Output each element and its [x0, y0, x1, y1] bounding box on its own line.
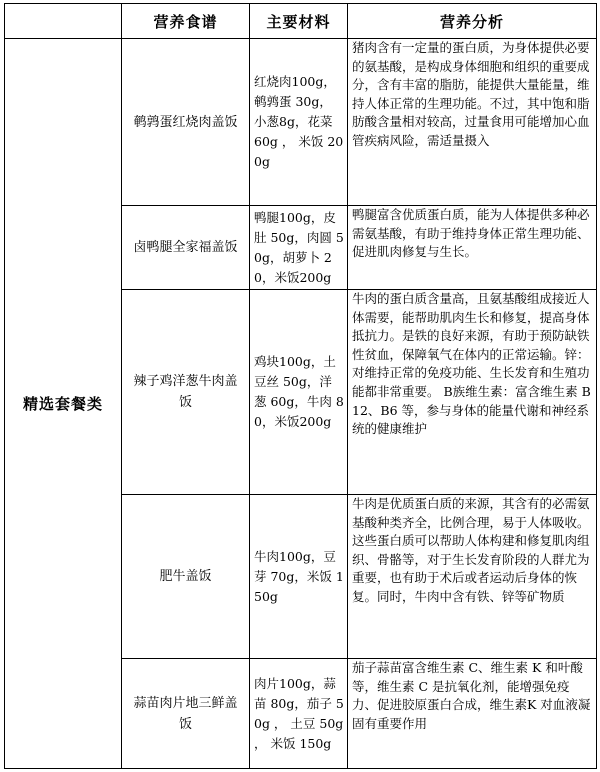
nutrition-table [4, 3, 597, 769]
recipe-name: 肥牛盖饭 [122, 495, 250, 659]
nutrition-analysis: 茄子蒜苗富含维生素 C、维生素 K 和叶酸等，维生素 C 是抗氧化剂，能增强免疫力、促进胶原蛋白合成，维生素K 对血液凝固有重要作用 [348, 659, 597, 769]
recipe-name: 蒜苗肉片地三鲜盖饭 [122, 659, 250, 769]
main-materials: 鸡块100g，土豆丝 50g，洋葱 60g，牛肉 80，米饭200g [250, 290, 348, 495]
recipe-name: 鹌鹑蛋红烧肉盖饭 [122, 39, 250, 206]
main-materials: 鸭腿100g，皮肚 50g，肉圆 50g，胡萝卜 20，米饭200g [250, 206, 348, 290]
main-materials: 肉片100g，蒜苗 80g，茄子 50g ， 土豆 50g ， 米饭 150g [250, 659, 348, 769]
main-materials: 牛肉100g，豆芽 70g，米饭 150g [250, 495, 348, 659]
nutrition-analysis: 猪肉含有一定量的蛋白质，为身体提供必要的氨基酸，是构成身体细胞和组织的重要成分，含有丰富的脂肪，能提供大量能量，维持人体正常的生理功能。不过，其中饱和脂肪酸含量相对较高，过量食用可能增加心血管疾病风险，需适量摄入 [348, 39, 597, 206]
nutrition-analysis: 牛肉的蛋白质含量高，且氨基酸组成接近人体需要，能帮助肌肉生长和修复，提高身体抵抗力。是铁的良好来源，有助于预防缺铁性贫血，保障氧气在体内的正常运输。锌：对维持正常的免疫功能、生长发育和生殖功能都非常重要。 B族维生素：富含维生素 B12、B6 等，参与身体的能量代谢和神经系统的健康维护 [348, 290, 597, 495]
header-row [5, 4, 597, 39]
recipe-name: 辣子鸡洋葱牛肉盖饭 [122, 290, 250, 495]
table-row [5, 39, 597, 206]
main-materials: 红烧肉100g，鹌鹑蛋 30g，小葱8g，花菜 60g ， 米饭 200g [250, 39, 348, 206]
header-materials: 主要材料 [250, 4, 348, 39]
nutrition-analysis: 鸭腿富含优质蛋白质，能为人体提供多种必需氨基酸，有助于维持身体正常生理功能、促进肌肉修复与生长。 [348, 206, 597, 290]
category-cell: 精选套餐类 [5, 39, 122, 769]
header-category [5, 4, 122, 39]
header-analysis: 营养分析 [348, 4, 597, 39]
nutrition-analysis: 牛肉是优质蛋白质的来源，其含有的必需氨基酸种类齐全，比例合理，易于人体吸收。这些蛋白质可以帮助人体构建和修复肌肉组织、骨骼等，对于生长发育阶段的人群尤为重要，也有助于术后或者运动后身体的恢复。同时，牛肉中含有铁、锌等矿物质 [348, 495, 597, 659]
recipe-name: 卤鸭腿全家福盖饭 [122, 206, 250, 290]
header-recipe: 营养食谱 [122, 4, 250, 39]
